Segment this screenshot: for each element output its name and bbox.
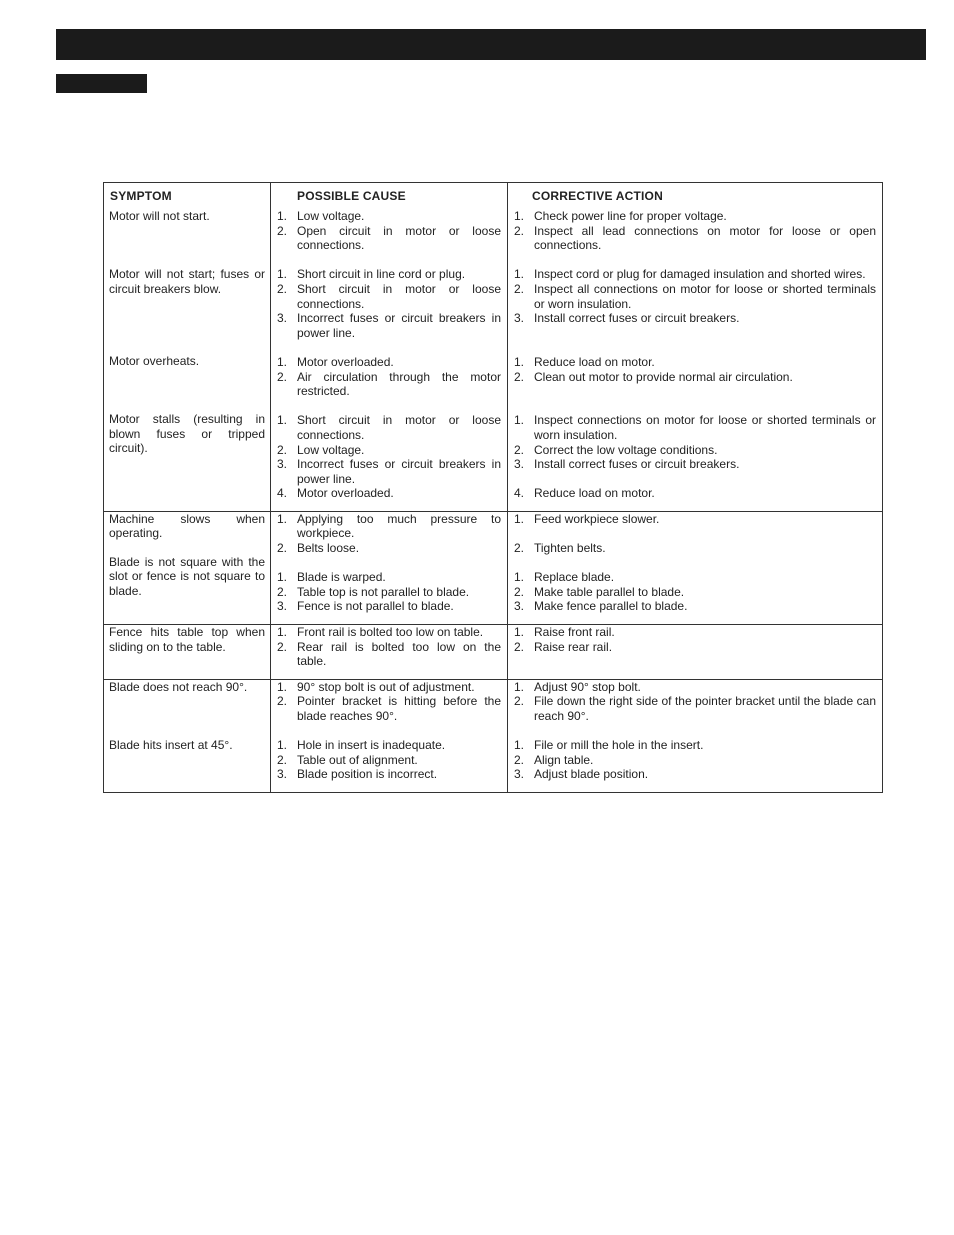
- list-item: 2. Correct the low voltage conditions.: [514, 442, 718, 457]
- table-group-motor: [104, 209, 882, 511]
- symptom-cell: Motor overheats.: [109, 354, 200, 368]
- list-item: 2. Table top is not parallel to blade.: [277, 584, 470, 599]
- list-item: 1. Low voltage.: [277, 209, 365, 223]
- list-item: 2. File down the right side of the pointer bracket until the blade can reach 90°.: [514, 694, 876, 723]
- cause-column: [270, 680, 507, 792]
- list-item: 4. Motor overloaded.: [277, 486, 394, 501]
- list-item: 1. 90° stop bolt is out of adjustment.: [277, 679, 475, 694]
- subsection-title-bar: [56, 74, 147, 93]
- list-item: 1. Hole in insert is inadequate.: [277, 738, 446, 753]
- list-item: 2. Pointer bracket is hitting before the blade reaches 90°.: [277, 694, 501, 723]
- symptom-cell: Fence hits table top when sliding on to the table.: [109, 625, 265, 654]
- list-item: 2. Low voltage.: [277, 442, 365, 457]
- list-item: 2. Inspect all connections on motor for loose or shorted terminals or worn insulation.: [514, 281, 876, 311]
- list-item: 2. Table out of alignment.: [277, 752, 418, 767]
- list-item: 1. Adjust 90° stop bolt.: [514, 679, 641, 694]
- list-item: 1. Short circuit in line cord or plug.: [277, 267, 466, 282]
- list-item: 1. Reduce load on motor.: [514, 354, 655, 369]
- list-item: 1. Front rail is bolted too low on table.: [277, 625, 484, 640]
- symptom-cell: Blade does not reach 90°.: [109, 679, 248, 694]
- list-item: 1. Check power line for proper voltage.: [514, 209, 727, 223]
- list-item: 1. Applying too much pressure to workpiece.: [277, 511, 501, 541]
- table-header-row: [104, 183, 882, 209]
- symptom-cell: Machine slows when operating.: [109, 511, 265, 541]
- troubleshooting-table: [103, 182, 883, 793]
- header-symptom: SYMPTOM: [110, 189, 172, 203]
- list-item: 3. Install correct fuses or circuit breakers.: [514, 457, 740, 472]
- list-item: 2. Inspect all lead connections on motor for loose or open connections.: [514, 223, 876, 253]
- list-item: 3. Make fence parallel to blade.: [514, 599, 688, 614]
- list-item: 2. Rear rail is bolted too low on the table.: [277, 639, 501, 669]
- header-possible-cause: POSSIBLE CAUSE: [270, 183, 507, 209]
- list-item: 4. Reduce load on motor.: [514, 486, 655, 501]
- list-item: 1. Inspect cord or plug for damaged insulation and shorted wires.: [514, 267, 866, 282]
- action-column: [507, 625, 882, 679]
- table-group-blade-angle: [104, 679, 882, 792]
- symptom-cell: Blade is not square with the slot or fence is not square to blade.: [109, 554, 265, 599]
- list-item: 2. Open circuit in motor or loose connections.: [277, 223, 501, 253]
- list-item: 2. Clean out motor to provide normal air circulation.: [514, 369, 793, 384]
- cause-column: [270, 209, 507, 511]
- list-item: 3. Incorrect fuses or circuit breakers in power line.: [277, 457, 501, 486]
- list-item: 3. Fence is not parallel to blade.: [277, 599, 454, 614]
- list-item: 1. Raise front rail.: [514, 625, 615, 640]
- list-item: 3. Install correct fuses or circuit breakers.: [514, 311, 740, 326]
- symptom-column: [104, 209, 270, 511]
- list-item: 2. Tighten belts.: [514, 541, 606, 556]
- list-item: 2. Raise rear rail.: [514, 639, 613, 654]
- list-item: 1. Motor overloaded.: [277, 354, 394, 369]
- list-item: 3. Incorrect fuses or circuit breakers in power line.: [277, 311, 501, 340]
- header-corrective-action: CORRECTIVE ACTION: [507, 183, 882, 209]
- list-item: 1. File or mill the hole in the insert.: [514, 738, 704, 753]
- list-item: 1. Replace blade.: [514, 570, 615, 585]
- list-item: 1. Inspect connections on motor for loose or shorted terminals or worn insulation.: [514, 413, 876, 442]
- list-item: 2. Air circulation through the motor restricted.: [277, 369, 501, 399]
- list-item: 2. Align table.: [514, 752, 594, 767]
- list-item: 2. Short circuit in motor or loose connections.: [277, 281, 501, 311]
- action-column: [507, 512, 882, 624]
- cause-column: [270, 625, 507, 679]
- symptom-cell: Blade hits insert at 45°.: [109, 737, 233, 752]
- table-group-machine: [104, 511, 882, 624]
- list-item: 2. Make table parallel to blade.: [514, 584, 685, 599]
- cause-column: [270, 512, 507, 624]
- symptom-cell: Motor will not start; fuses or circuit breakers blow.: [109, 267, 265, 296]
- action-column: [507, 680, 882, 792]
- symptom-cell: Motor stalls (resulting in blown fuses or tripped circuit).: [109, 412, 265, 456]
- list-item: 2. Belts loose.: [277, 541, 360, 556]
- symptom-cell: Motor will not start.: [109, 209, 210, 223]
- list-item: 3. Adjust blade position.: [514, 767, 649, 782]
- table-group-fence: [104, 624, 882, 679]
- action-column: [507, 209, 882, 511]
- symptom-column: [104, 625, 270, 679]
- list-item: 1. Blade is warped.: [277, 570, 386, 585]
- symptom-column: [104, 512, 270, 624]
- symptom-column: [104, 680, 270, 792]
- list-item: 1. Feed workpiece slower.: [514, 511, 660, 526]
- list-item: 1. Short circuit in motor or loose connections.: [277, 413, 501, 442]
- list-item: 3. Blade position is incorrect.: [277, 767, 438, 782]
- section-title-bar: [56, 29, 926, 60]
